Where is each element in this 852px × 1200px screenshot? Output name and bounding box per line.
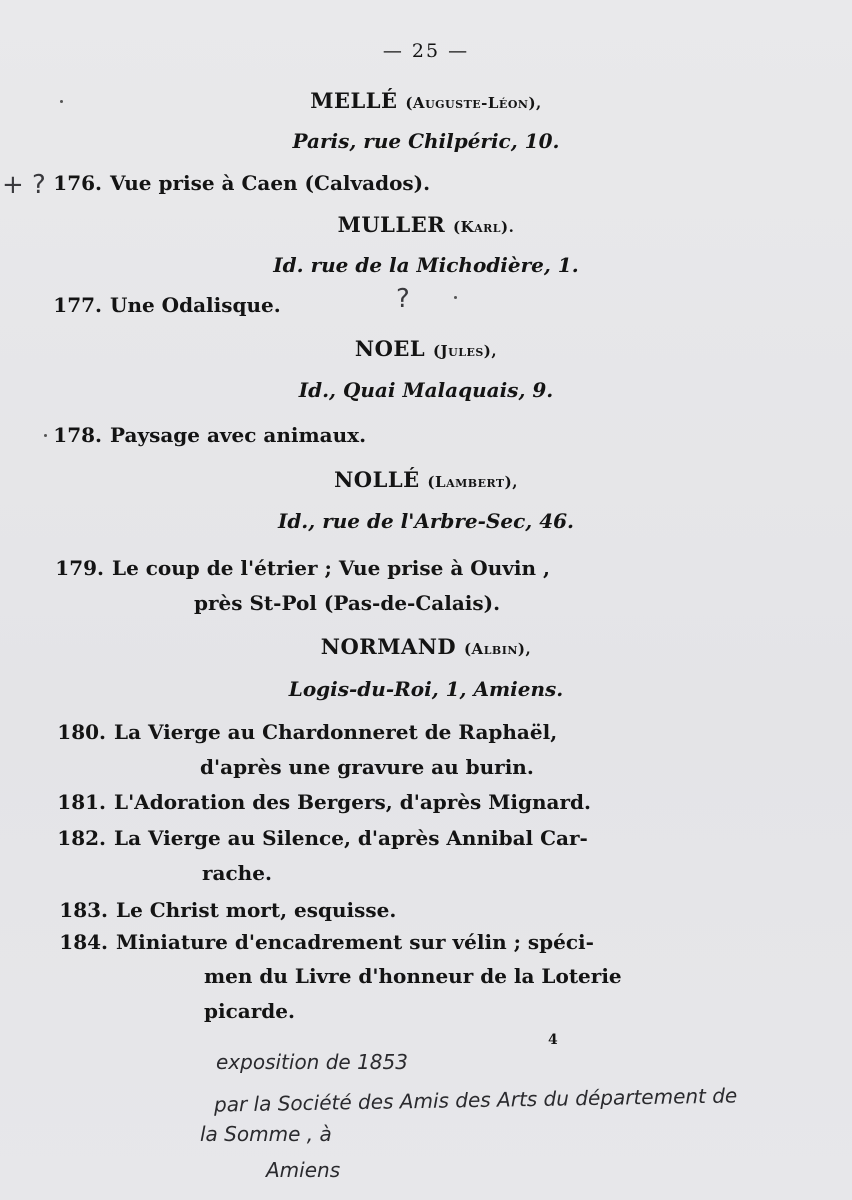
artist-name [0,336,852,361]
handwritten-note-line: par la Société des Amis des Arts du département de [213,1083,738,1117]
artist-name [0,212,852,237]
artist-address: Id., rue de l'Arbre-Sec, 46. [277,509,575,533]
artist-surname: MULLER [337,212,446,237]
entry-title: La Vierge au Chardonneret de Raphaël, [114,720,558,744]
handwritten-note-line: Amiens [266,1158,341,1182]
signature-mark: 4 [548,1032,558,1048]
catalogue-entry [44,790,591,814]
artist-firstname: (Jules), [432,342,498,360]
entry-number: 182. [57,826,106,850]
entry-title: La Vierge au Silence, d'après Annibal Car- [114,826,588,850]
entry-number: 183. [59,898,108,922]
artist-surname: NOLLÉ [334,467,420,492]
paper-speck [60,100,63,103]
catalogue-entry [44,826,588,850]
entry-title: Vue prise à Caen (Calvados). [110,171,431,195]
catalogue-entry [40,423,366,447]
entry-number: 179. [55,556,104,580]
margin-annotation: ? [396,284,410,314]
entry-title: Miniature d'encadrement sur vélin ; spéci- [116,930,594,954]
entry-title: Paysage avec animaux. [110,423,367,447]
entry-number: 181. [57,790,106,814]
entry-continuation: près St-Pol (Pas-de-Calais). [194,591,501,615]
entry-number: 184. [59,930,108,954]
handwritten-note-line: la Somme , à [200,1122,332,1146]
page-number: — 25 — [382,40,470,62]
artist-address: Logis-du-Roi, 1, Amiens. [288,677,564,701]
catalogue-entry [42,556,550,580]
entry-continuation: rache. [202,861,272,885]
entry-continuation: picarde. [204,999,295,1023]
catalogue-entry [44,720,557,744]
artist-name [0,467,852,492]
margin-annotation: + ? [2,170,46,200]
artist-name [0,634,852,659]
artist-address: Id., Quai Malaquais, 9. [298,378,554,402]
entry-title: Le Christ mort, esquisse. [116,898,397,922]
handwritten-note-line: exposition de 1853 [216,1050,408,1074]
artist-firstname: (Karl). [453,218,515,236]
artist-name [0,88,852,113]
artist-surname: MELLÉ [310,88,398,113]
entry-continuation: d'après une gravure au burin. [200,755,534,779]
entry-number: 176. [53,171,102,195]
entry-continuation: men du Livre d'honneur de la Loterie [204,964,622,988]
entry-title: Le coup de l'étrier ; Vue prise à Ouvin , [112,556,550,580]
entry-title: L'Adoration des Bergers, d'après Mignard. [114,790,591,814]
entry-number: 177. [53,293,102,317]
entry-number: 178. [53,423,102,447]
catalogue-entry [46,898,396,922]
artist-address: Id. rue de la Michodière, 1. [273,253,579,277]
entry-title: Une Odalisque. [110,293,281,317]
artist-firstname: (Lambert), [427,473,518,491]
entry-number: 180. [57,720,106,744]
catalogue-entry [40,171,430,195]
paper-speck [44,434,47,437]
artist-surname: NORMAND [320,634,457,659]
paper-speck [454,296,457,299]
artist-surname: NOEL [354,336,426,361]
artist-address: Paris, rue Chilpéric, 10. [292,129,560,153]
artist-firstname: (Albin), [463,640,532,658]
catalogue-entry [40,293,281,317]
catalogue-entry [46,930,594,954]
artist-firstname: (Auguste-Léon), [405,94,542,112]
